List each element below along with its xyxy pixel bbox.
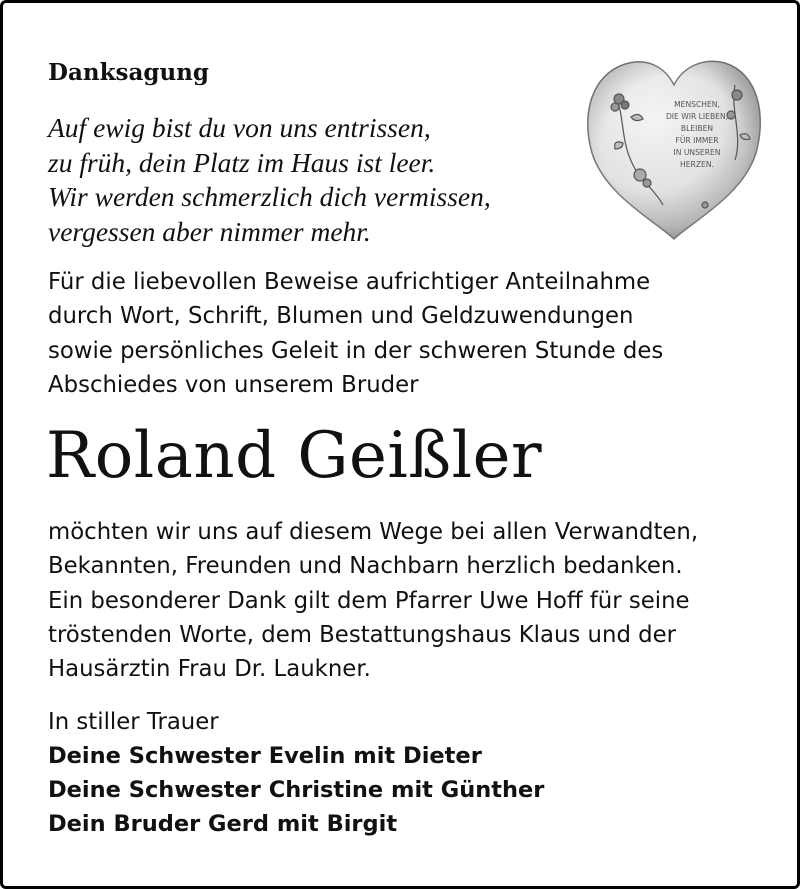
- thanks-text: [48, 515, 698, 686]
- intro-text: [48, 265, 663, 402]
- svg-text:DIE WIR LIEBEN,: DIE WIR LIEBEN,: [665, 112, 729, 121]
- svg-text:HERZEN.: HERZEN.: [680, 160, 714, 169]
- signer: Deine Schwester Evelin mit Dieter: [48, 743, 482, 769]
- thanks-line: Bekannten, Freunden und Nachbarn herzlich bedanken.: [48, 553, 683, 580]
- poem: [48, 111, 491, 249]
- heart-stone-image: [585, 55, 763, 243]
- intro-line: durch Wort, Schrift, Blumen und Geldzuwendungen: [48, 303, 634, 330]
- thanks-line: möchten wir uns auf diesem Wege bei allen Verwandten,: [48, 519, 699, 545]
- intro-line: Abschiedes von unserem Bruder: [48, 371, 419, 398]
- svg-text:FÜR IMMER: FÜR IMMER: [675, 136, 719, 145]
- thanks-line: Ein besonderer Dank gilt dem Pfarrer Uwe Hoff für seine: [48, 587, 690, 614]
- svg-text:BLEIBEN: BLEIBEN: [680, 124, 714, 133]
- poem-line: Auf ewig bist du von uns entrissen,: [48, 112, 431, 143]
- closing-phrase: In stiller Trauer: [48, 709, 219, 735]
- poem-line: zu früh, dein Platz im Haus ist leer.: [48, 146, 436, 178]
- intro-line: sowie persönliches Geleit in der schweren Stunde des: [48, 337, 664, 364]
- heading: Danksagung: [48, 59, 209, 86]
- poem-line: Wir werden schmerzlich dich vermissen,: [48, 181, 491, 212]
- signers: [48, 739, 544, 842]
- thanks-line: tröstenden Worte, dem Bestattungshaus Klaus und der: [48, 621, 677, 648]
- deceased-name: Roland Geißler: [46, 419, 543, 493]
- signer: Deine Schwester Christine mit Günther: [48, 777, 545, 804]
- svg-text:IN UNSEREN: IN UNSEREN: [673, 148, 721, 157]
- poem-line: vergessen aber nimmer mehr.: [48, 215, 371, 247]
- svg-text:MENSCHEN,: MENSCHEN,: [674, 100, 720, 109]
- signer: Dein Bruder Gerd mit Birgit: [48, 811, 398, 838]
- intro-line: Für die liebevollen Beweise aufrichtiger Anteilnahme: [48, 269, 651, 295]
- thanks-line: Hausärztin Frau Dr. Laukner.: [48, 656, 371, 683]
